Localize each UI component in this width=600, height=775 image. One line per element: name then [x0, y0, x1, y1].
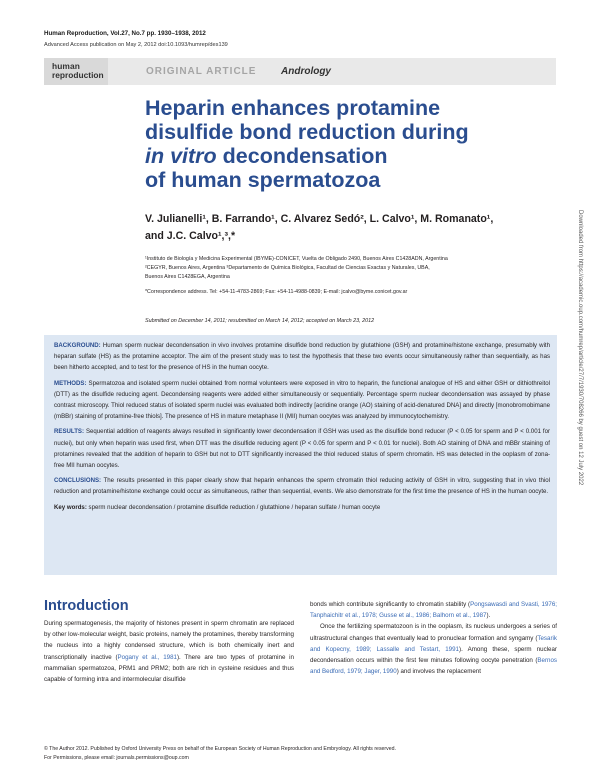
- journal-logo: [44, 58, 108, 85]
- methods-label: METHODS:: [54, 379, 87, 387]
- background-text: Human sperm nuclear decondensation in vivo involves protamine disulfide bond reduction by glutathione (GSH) and protamine/histone exchange, presumably with heparan sulfate (HS) as the protamine acceptor. The aim of the present study was to test the hypothesis that these two events occur simultaneously rather than sequentially, as has been hitherto accepted, and to test for the presence of HS in the human oocyte.: [54, 342, 550, 372]
- right-text-5: ) and involves the replacement: [396, 668, 481, 676]
- keywords-label: Key words:: [54, 503, 87, 511]
- body-column-right: [310, 599, 557, 677]
- authors-line-1: V. Julianelli¹, B. Farrando¹, C. Alvarez Sedó², L. Calvo¹, M. Romanato¹,: [145, 213, 494, 225]
- introduction-heading: Introduction: [44, 598, 129, 614]
- citation-link[interactable]: Pongsawasdi and Svasti, 1976; Tanphaichitr et al., 1978; Gusse et al., 1986; Balhorn et al., 1987: [310, 601, 557, 620]
- download-note: Downloaded from https://academic.oup.com/humrep/article/27/7/1930/708266 by guest on 12 July 2022: [577, 210, 583, 486]
- download-watermark: [574, 210, 586, 570]
- title-line-1: Heparin enhances protamine: [145, 96, 441, 120]
- copyright-footer: [44, 745, 557, 763]
- article-title: [145, 96, 565, 192]
- citation-link[interactable]: Bernos and Bedford, 1979; Jager, 1990: [310, 657, 557, 676]
- article-category: Andrology: [281, 66, 331, 77]
- citation-link[interactable]: Tesarik and Kopecny, 1989; Lassalle and Testart, 1991: [310, 634, 557, 653]
- logo-line-1: human: [52, 61, 80, 71]
- intro-text-1: During spermatogenesis, the majority of histones present in sperm chromatin are replaced by other low-molecular weight, basic proteins, namely the protamines, thereby transforming the nucleus into a highly condensed structure, which is both chemically inert and transcriptionally inactive (: [44, 620, 294, 661]
- methods-text: Spermatozoa and isolated sperm nuclei obtained from normal volunteers were exposed in vitro to heparin, the functional analogue of HS and either GSH or dithiothreitol (DTT) as the disulfide reducing agent. Decondensing reagents were added either simultaneously or sequentially. Percentage sperm nuclear decondensation was assayed by phase contrast microscopy. Thiol reduced status of isolated sperm nuclei was evaluated both indirectly [acridine orange (AO) staining of acid-denatured DNA] and directly [monobromobimane (mBBr) staining of protamine-free thiols]. The presence of HS in mature metaphase II (MII) human oocytes was analyzed by immunocytochemistry.: [54, 379, 550, 421]
- right-text-3: Once the fertilizing spermatozoon is in the ooplasm, its nucleus undergoes a series of ultrastructural changes that eventually lead to pronuclear formation and syngamy (: [310, 623, 557, 642]
- abstract-keywords: [54, 502, 550, 513]
- citation-link[interactable]: Pogany et al., 1981: [117, 653, 177, 661]
- abstract-conclusions: [54, 475, 550, 497]
- author-list: [145, 211, 565, 245]
- right-para-1: [310, 599, 557, 621]
- abstract-methods: [54, 378, 550, 423]
- right-para-2: [310, 621, 557, 677]
- article-type-label: ORIGINAL ARTICLE: [146, 66, 257, 77]
- affiliation-line-2: ²CEGYR, Buenos Aires, Argentina ³Departamento de Química Biológica, Facultad de Ciencias Exactas y Naturales, UBA,: [145, 265, 430, 271]
- right-text-1: bonds which contribute significantly to chromatin stability (: [310, 601, 471, 608]
- affiliation-line-3: Buenos Aires C1428EGA, Argentina: [145, 274, 230, 280]
- abstract-box: [44, 335, 557, 575]
- title-italic: in vitro: [145, 144, 217, 168]
- conclusions-text: The results presented in this paper clearly show that heparin enhances the sperm chromatin thiol reducing activity of GSH in vitro, suggesting that in vivo thiol reduction and protamine/histone exchange could occur as simultaneous, rather than sequential, events. We also demonstrate for the first time the presence of HS in the human oocyte.: [54, 477, 550, 496]
- copyright-line: © The Author 2012. Published by Oxford University Press on behalf of the European Society of Human Reproduction and Embryology. All rights reserved.: [44, 746, 396, 752]
- logo-line-2: reproduction: [52, 70, 104, 80]
- correspondence-address: *Correspondence address. Tel: +54-11-4783-2869; Fax: +54-11-4988-0839; E-mail: jcalvo@byme.conicet.gov.ar: [145, 289, 408, 295]
- abstract-results: [54, 426, 550, 471]
- body-column-left: [44, 618, 294, 685]
- keywords-text: sperm nuclear decondensation / protamine disulfide reduction / glutathione / heparan sulfate / human oocyte: [86, 503, 381, 511]
- results-label: RESULTS:: [54, 428, 85, 436]
- conclusions-label: CONCLUSIONS:: [54, 477, 102, 485]
- authors-line-2: and J.C. Calvo¹,³,*: [145, 230, 236, 242]
- title-line-3-rest: decondensation: [216, 144, 388, 168]
- article-type-band: [108, 58, 556, 85]
- title-line-3: [145, 144, 565, 168]
- right-text-2: ).: [486, 612, 491, 620]
- background-label: BACKGROUND:: [54, 342, 101, 349]
- permissions-line: For Permissions, please email: journals.permissions@oup.com: [44, 755, 189, 761]
- title-line-2: disulfide bond reduction during: [145, 120, 469, 144]
- submission-dates: Submitted on December 14, 2011; resubmitted on March 14, 2012; accepted on March 23, 2012: [145, 318, 375, 324]
- right-text-4: ). Among these, sperm nuclear decondensation occurs within the first few minutes following oocyte penetration (: [310, 645, 557, 665]
- abstract-background: [54, 340, 550, 374]
- title-line-4: of human spermatozoa: [145, 168, 381, 192]
- results-text: Sequential addition of reagents always resulted in significantly lower decondensation if GSH was used as the disulfide bond reducer (P < 0.05 for sperm and P < 0.001 for nuclei), but only when heparin was used first, when DTT was the disulfide reducing agent (P < 0.05 for sperm and P < 0.01 for nuclei). Both AO staining of DNA and mBBr staining of protamines revealed that the addition of heparin to GSH but not to DTT significantly increased the thiol reduced status of sperm chromatin. HS was detected in the ooplasm of zona-free MII human oocytes.: [54, 428, 550, 470]
- journal-citation-line: Human Reproduction, Vol.27, No.7 pp. 1930–1938, 2012: [44, 30, 206, 37]
- advance-publication-line: Advanced Access publication on May 2, 2012 doi:10.1093/humrep/des139: [44, 42, 228, 48]
- affiliation-line-1: ¹Instituto de Biología y Medicina Experimental (IBYME)-CONICET, Vuelta de Obligado 2490, Buenos Aires C1428ADN, Argentina: [145, 256, 448, 262]
- intro-text-2: ). There are two types of protamine in mammalian spermatozoa, PRM1 and PRM2; both are rich in cysteine residues and thus capable of forming intra and intermolecular disulfide: [44, 653, 294, 684]
- affiliations: [145, 255, 565, 282]
